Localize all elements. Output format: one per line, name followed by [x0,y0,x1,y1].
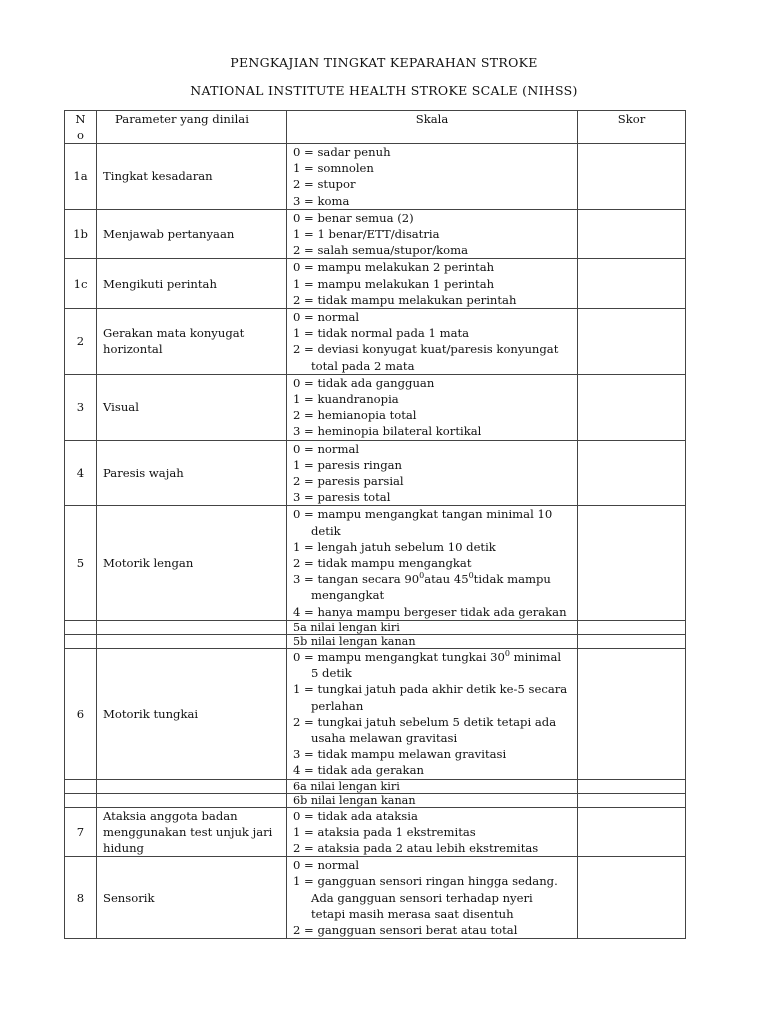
row-number: 1b [65,209,97,259]
skor-cell[interactable] [578,634,686,648]
skor-cell[interactable] [578,779,686,793]
row-skala: 0 = normal 1 = paresis ringan 2 = paresis parsial 3 = paresis total [287,440,578,506]
header-row [65,111,686,144]
row-number: 6 [65,648,97,779]
row-parameter: Motorik tungkai [97,648,287,779]
table-row [65,259,686,309]
row-skala: 0 = mampu mengangkat tangan minimal 10 detik 1 = lengah jatuh sebelum 10 detik 2 = tidak mampu mengangkat 3 = tangan secara $90^0atau$ $45^0tidak$ mampu mengangkat 4 = hanya mampu bergeser tidak ada gerakan [287,506,578,620]
row-number: 5 [65,506,97,620]
table-row [65,209,686,259]
skor-cell[interactable] [578,259,686,309]
skor-cell[interactable] [578,309,686,375]
row-number: 1a [65,144,97,210]
skor-cell[interactable] [578,506,686,620]
document-title: PENGKAJIAN TINGKAT KEPARAHAN STROKE [230,55,538,70]
row-skala: 0 = mampu mengangkat tungkai $30^0$ minimal 5 detik 1 = tungkai jatuh pada akhir detik ke-5 secara perlahan 2 = tungkai jatuh sebelum 5 detik tetapi ada usaha melawan gravitasi 3 = tidak mampu melawan gravitasi 4 = tidak ada gerakan [287,648,578,779]
subrow-label: 5a nilai lengan kiri [287,620,578,634]
table-subrow [65,620,686,634]
skor-cell[interactable] [578,648,686,779]
table-row [65,506,686,620]
row-parameter: Sensorik [97,857,287,939]
row-parameter: Gerakan mata konyugat horizontal [97,309,287,375]
row-skala: 0 = tidak ada ataksia 1 = ataksia pada 1 ekstremitas 2 = ataksia pada 2 atau lebih ekstremitas [287,807,578,857]
skor-cell[interactable] [578,807,686,857]
header-no: N o [65,111,97,144]
row-number: 4 [65,440,97,506]
skor-cell[interactable] [578,209,686,259]
table-row [65,648,686,779]
skor-cell[interactable] [578,374,686,440]
header-parameter: Parameter yang dinilai [97,111,287,144]
row-number: 8 [65,857,97,939]
row-number: 7 [65,807,97,857]
table-row [65,857,686,939]
table-row [65,144,686,210]
row-skala: 0 = normal 1 = gangguan sensori ringan hingga sedang. Ada gangguan sensori terhadap nyeri tetapi masih merasa saat disentuh 2 = gangguan sensori berat atau total [287,857,578,939]
table-row [65,440,686,506]
skor-cell[interactable] [578,620,686,634]
skor-cell[interactable] [578,857,686,939]
row-skala: 0 = normal 1 = tidak normal pada 1 mata 2 = deviasi konyugat kuat/paresis konyungat total pada 2 mata [287,309,578,375]
row-parameter: Menjawab pertanyaan [97,209,287,259]
row-parameter: Ataksia anggota badan menggunakan test unjuk jari hidung [97,807,287,857]
row-number: 1c [65,259,97,309]
row-skala: 0 = mampu melakukan 2 perintah 1 = mampu melakukan 1 perintah 2 = tidak mampu melakukan perintah [287,259,578,309]
subrow-label: 5b nilai lengan kanan [287,634,578,648]
row-number: 3 [65,374,97,440]
row-parameter: Motorik lengan [97,506,287,620]
row-skala: 0 = tidak ada gangguan 1 = kuandranopia 2 = hemianopia total 3 = heminopia bilateral kortikal [287,374,578,440]
table-subrow [65,779,686,793]
table-row [65,309,686,375]
skor-cell[interactable] [578,440,686,506]
nihss-table [64,110,686,939]
document-subtitle: NATIONAL INSTITUTE HEALTH STROKE SCALE (NIHSS) [190,83,578,98]
table-subrow [65,793,686,807]
row-skala: 0 = benar semua (2) 1 = 1 benar/ETT/disatria 2 = salah semua/stupor/koma [287,209,578,259]
row-skala: 0 = sadar penuh 1 = somnolen 2 = stupor 3 = koma [287,144,578,210]
table-row [65,374,686,440]
header-skala: Skala [287,111,578,144]
subrow-label: 6a nilai lengan kiri [287,779,578,793]
table-row [65,807,686,857]
row-parameter: Mengikuti perintah [97,259,287,309]
row-parameter: Tingkat kesadaran [97,144,287,210]
skor-cell[interactable] [578,144,686,210]
row-parameter: Paresis wajah [97,440,287,506]
row-parameter: Visual [97,374,287,440]
skor-cell[interactable] [578,793,686,807]
header-skor: Skor [578,111,686,144]
subrow-label: 6b nilai lengan kanan [287,793,578,807]
row-number: 2 [65,309,97,375]
table-subrow [65,634,686,648]
